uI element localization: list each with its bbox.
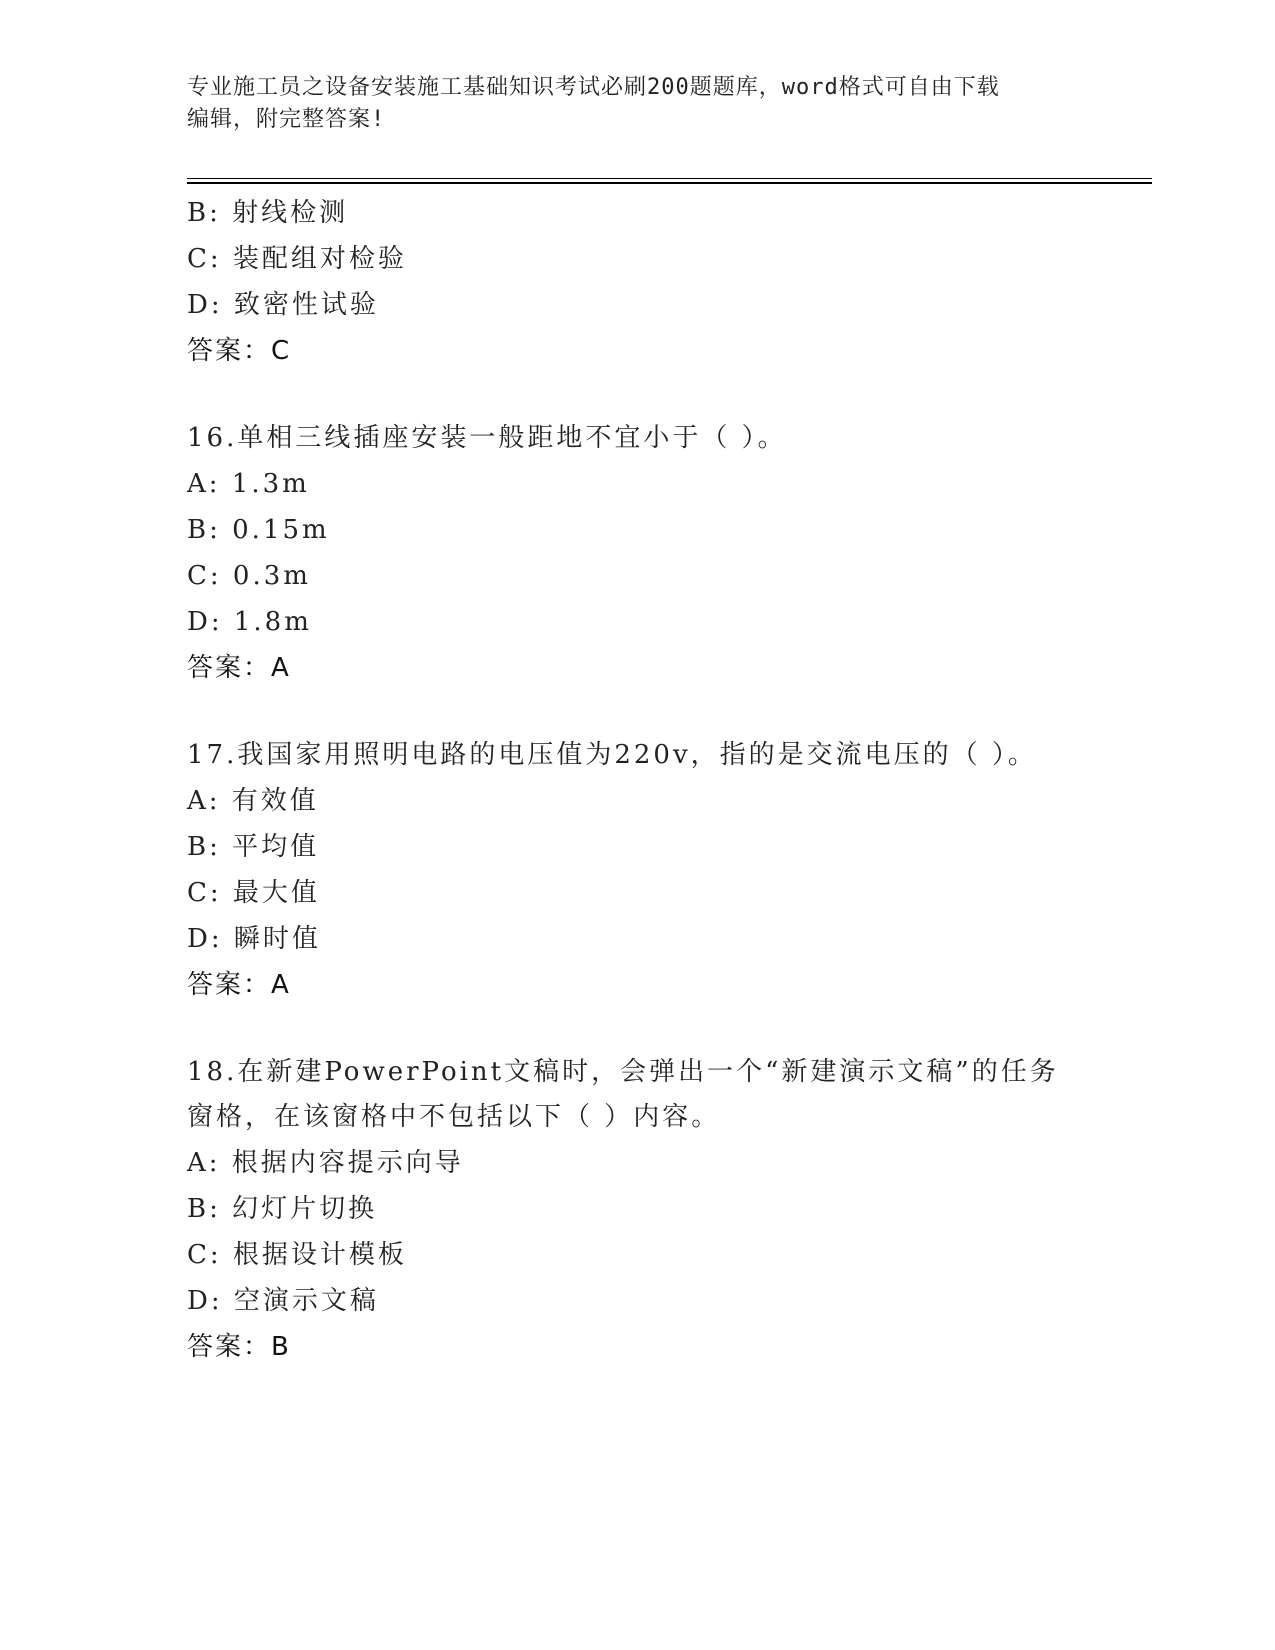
option-a: A: 有效值 (187, 786, 319, 816)
document-header (187, 72, 1087, 136)
option-d: D: 空演示文稿 (187, 1286, 379, 1316)
answer-label: 答案： (187, 970, 272, 1000)
option-c: C: 根据设计模板 (187, 1240, 407, 1270)
header-divider-thin (187, 178, 1152, 179)
question-text-line: 18.在新建PowerPoint文稿时，会弹出一个“新建演示文稿”的任务 (187, 1057, 1059, 1087)
header-divider-thick (187, 182, 1152, 184)
option-b: B: 射线检测 (187, 198, 349, 228)
answer-line (187, 1324, 1147, 1370)
question-spacer (187, 691, 1147, 733)
answer-line (187, 962, 1147, 1008)
question-block-carryover (187, 190, 1147, 374)
answer-label: 答案： (187, 336, 272, 366)
option-c: C: 装配组对检验 (187, 244, 407, 274)
question-list (187, 190, 1147, 1370)
question-text-line: 17.我国家用照明电路的电压值为220v，指的是交流电压的（ ）。 (187, 740, 1037, 770)
question-text (187, 733, 1147, 778)
question-text-line: 窗格，在该窗格中不包括以下（ ）内容。 (187, 1102, 721, 1132)
question-text (187, 416, 1147, 461)
header-title-line-2: 编辑，附完整答案! (187, 107, 386, 132)
option-b: B: 平均值 (187, 832, 320, 862)
option-a: A: 1.3m (187, 469, 310, 499)
question-block-17 (187, 733, 1147, 1008)
answer-label: 答案： (187, 653, 272, 683)
answer-value: C (271, 336, 292, 366)
answer-label: 答案： (187, 1332, 272, 1362)
option-d: D: 1.8m (187, 607, 312, 637)
question-spacer (187, 374, 1147, 416)
answer-value: A (271, 970, 291, 1000)
question-block-18 (187, 1050, 1147, 1370)
question-spacer (187, 1008, 1147, 1050)
answer-line (187, 328, 1147, 374)
header-title-line-1: 专业施工员之设备安装施工基础知识考试必刷200题题库，word格式可自由下载 (187, 75, 1000, 100)
option-c: C: 最大值 (187, 878, 320, 908)
question-block-16 (187, 416, 1147, 691)
option-a: A: 根据内容提示向导 (187, 1148, 464, 1178)
option-b: B: 0.15m (187, 515, 330, 545)
question-text (187, 1050, 1147, 1140)
answer-line (187, 645, 1147, 691)
option-d: D: 致密性试验 (187, 290, 379, 320)
option-c: C: 0.3m (187, 561, 311, 591)
question-text-line: 16.单相三线插座安装一般距地不宜小于（ ）。 (187, 423, 787, 453)
answer-value: A (271, 653, 291, 683)
option-d: D: 瞬时值 (187, 924, 321, 954)
answer-value: B (271, 1332, 291, 1362)
option-b: B: 幻灯片切换 (187, 1194, 378, 1224)
